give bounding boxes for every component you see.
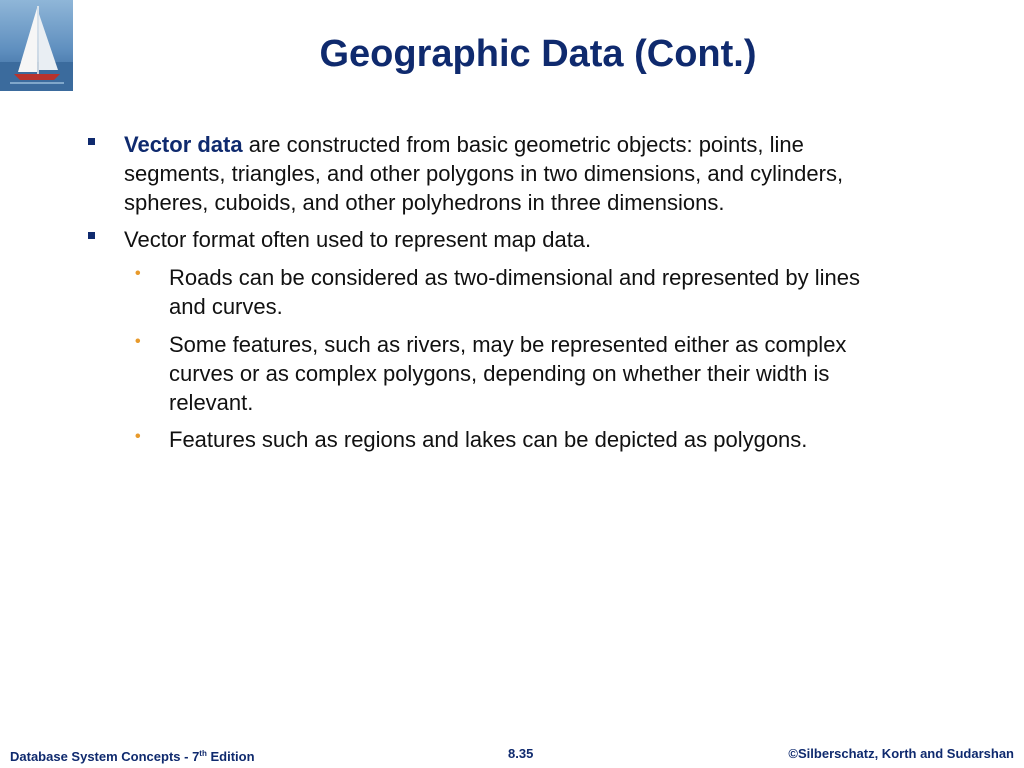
keyword-vector-data: Vector data xyxy=(124,132,243,157)
subbullet-text-line: and curves. xyxy=(169,294,283,319)
bullet-text-line: segments, triangles, and other polygons in two dimensions, and cylinders, xyxy=(124,161,844,186)
bullet-vector-data xyxy=(124,130,944,217)
subbullet-text-line: curves or as complex polygons, depending on whether their width is xyxy=(169,361,830,386)
bullet-text-line: are constructed from basic geometric objects: points, line xyxy=(242,132,804,157)
subbullet-text-line: relevant. xyxy=(169,390,254,415)
dot-bullet-icon: • xyxy=(135,428,141,445)
subbullet-text-line: Some features, such as rivers, may be represented either as complex xyxy=(169,332,847,357)
square-bullet-icon xyxy=(88,232,95,239)
subbullet-roads xyxy=(169,263,959,321)
square-bullet-icon xyxy=(88,138,95,145)
dot-bullet-icon: • xyxy=(135,333,141,350)
bullet-text-line: spheres, cuboids, and other polyhedrons in three dimensions. xyxy=(124,190,725,215)
footer-book-title xyxy=(10,746,255,765)
subbullet-rivers xyxy=(169,330,959,417)
footer-copyright: ©Silberschatz, Korth and Sudarshan xyxy=(788,746,1014,761)
footer-title-sup: th xyxy=(199,749,207,758)
subbullet-text-line: Features such as regions and lakes can be depicted as polygons. xyxy=(169,427,808,452)
bullet-vector-format xyxy=(124,225,944,254)
dot-bullet-icon: • xyxy=(135,265,141,282)
footer-title-text: Database System Concepts - 7 xyxy=(10,749,200,764)
subbullet-regions xyxy=(169,425,959,454)
slide-title: Geographic Data (Cont.) xyxy=(319,33,757,75)
bullet-text-line: Vector format often used to represent map data. xyxy=(124,227,592,252)
subbullet-text-line: Roads can be considered as two-dimensional and represented by lines xyxy=(169,265,860,290)
footer-page-number: 8.35 xyxy=(508,746,534,761)
footer-title-suffix: Edition xyxy=(206,749,255,764)
